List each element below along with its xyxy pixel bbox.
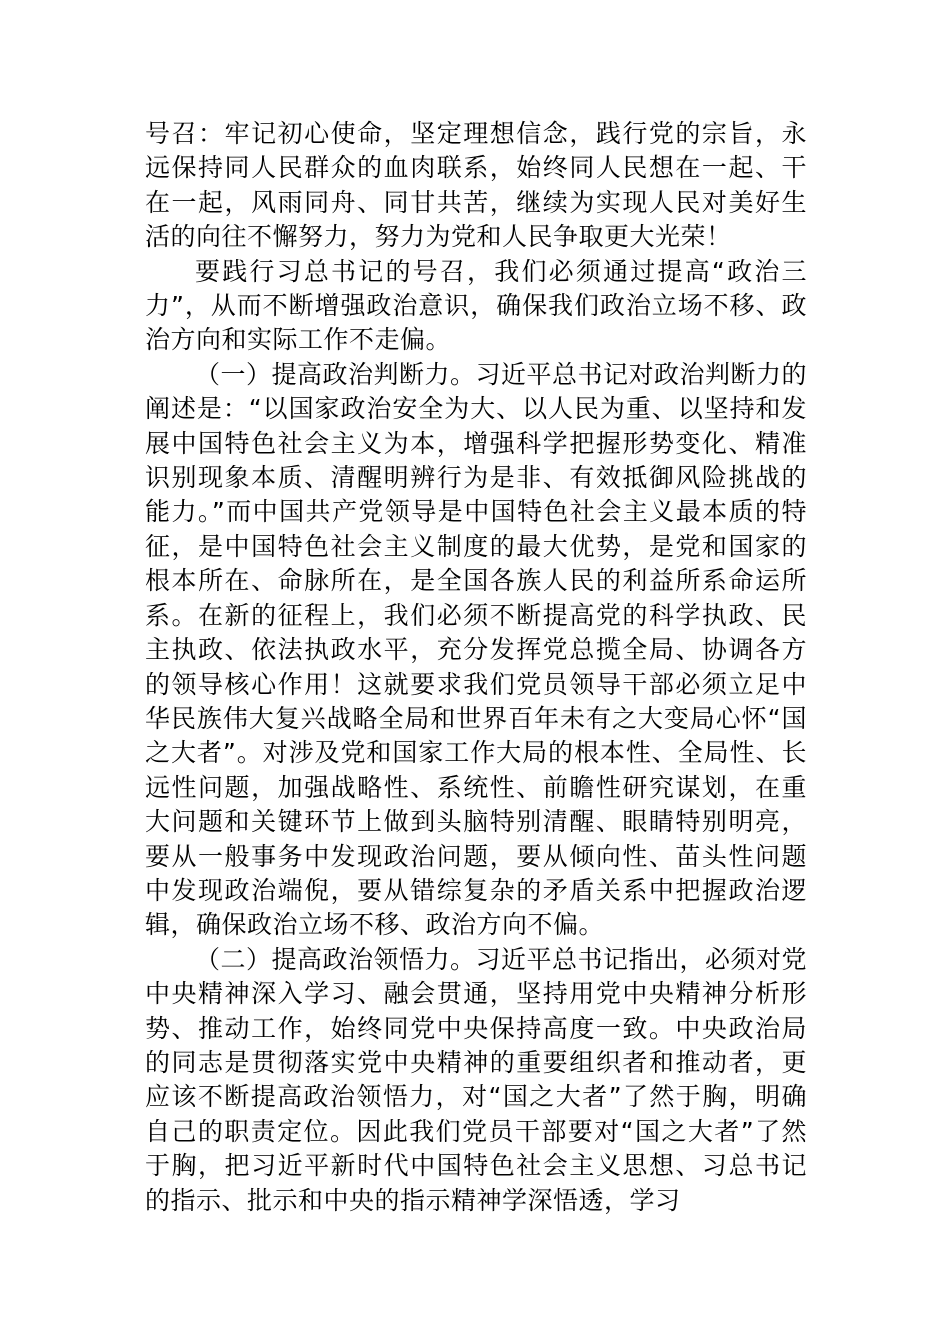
paragraph-4: （二）提高政治领悟力。习近平总书记指出，必须对党中央精神深入学习、融会贯通，坚持用党中央精神分析形势、推动工作，始终同党中央保持高度一致。中央政治局的同志是贯彻落实党中央精神的重要组织者和推动者，更应该不断提高政治领悟力，对“国之大者”了然于胸，明确自己的职责定位。因此我们党员干部要对“国之大者”了然于胸，把习近平新时代中国特色社会主义思想、习总书记的指示、批示和中央的指示精神学深悟透，学习 — [145, 944, 808, 1215]
paragraph-3: （一）提高政治判断力。习近平总书记对政治判断力的阐述是：“以国家政治安全为大、以人民为重、以坚持和发展中国特色社会主义为本，增强科学把握形势变化、精准识别现象本质、清醒明辨行为是非、有效抵御风险挑战的能力。”而中国共产党领导是中国特色社会主义最本质的特征，是中国特色社会主义制度的最大优势，是党和国家的根本所在、命脉所在，是全国各族人民的利益所系命运所系。在新的征程上，我们必须不断提高党的科学执政、民主执政、依法执政水平，充分发挥党总揽全局、协调各方的领导核心作用！这就要求我们党员领导干部必须立足中华民族伟大复兴战略全局和世界百年未有之大变局心怀“国之大者”。对涉及党和国家工作大局的根本性、全局性、长远性问题，加强战略性、系统性、前瞻性研究谋划，在重大问题和关键环节上做到头脑特别清醒、眼睛特别明亮，要从一般事务中发现政治问题，要从倾向性、苗头性问题中发现政治端倪，要从错综复杂的矛盾关系中把握政治逻辑，确保政治立场不移、政治方向不偏。 — [145, 359, 808, 940]
paragraph-1: 号召：牢记初心使命，坚定理想信念，践行党的宗旨，永远保持同人民群众的血肉联系，始终同人民想在一起、干在一起，风雨同舟、同甘共苦，继续为实现人民对美好生活的向往不懈努力，努力为党和人民争取更大光荣！ — [145, 119, 807, 252]
document-page — [145, 117, 807, 1218]
paragraph-2: 要践行习总书记的号召，我们必须通过提高“政治三力”，从而不断增强政治意识，确保我们政治立场不移、政治方向和实际工作不走偏。 — [145, 256, 807, 355]
